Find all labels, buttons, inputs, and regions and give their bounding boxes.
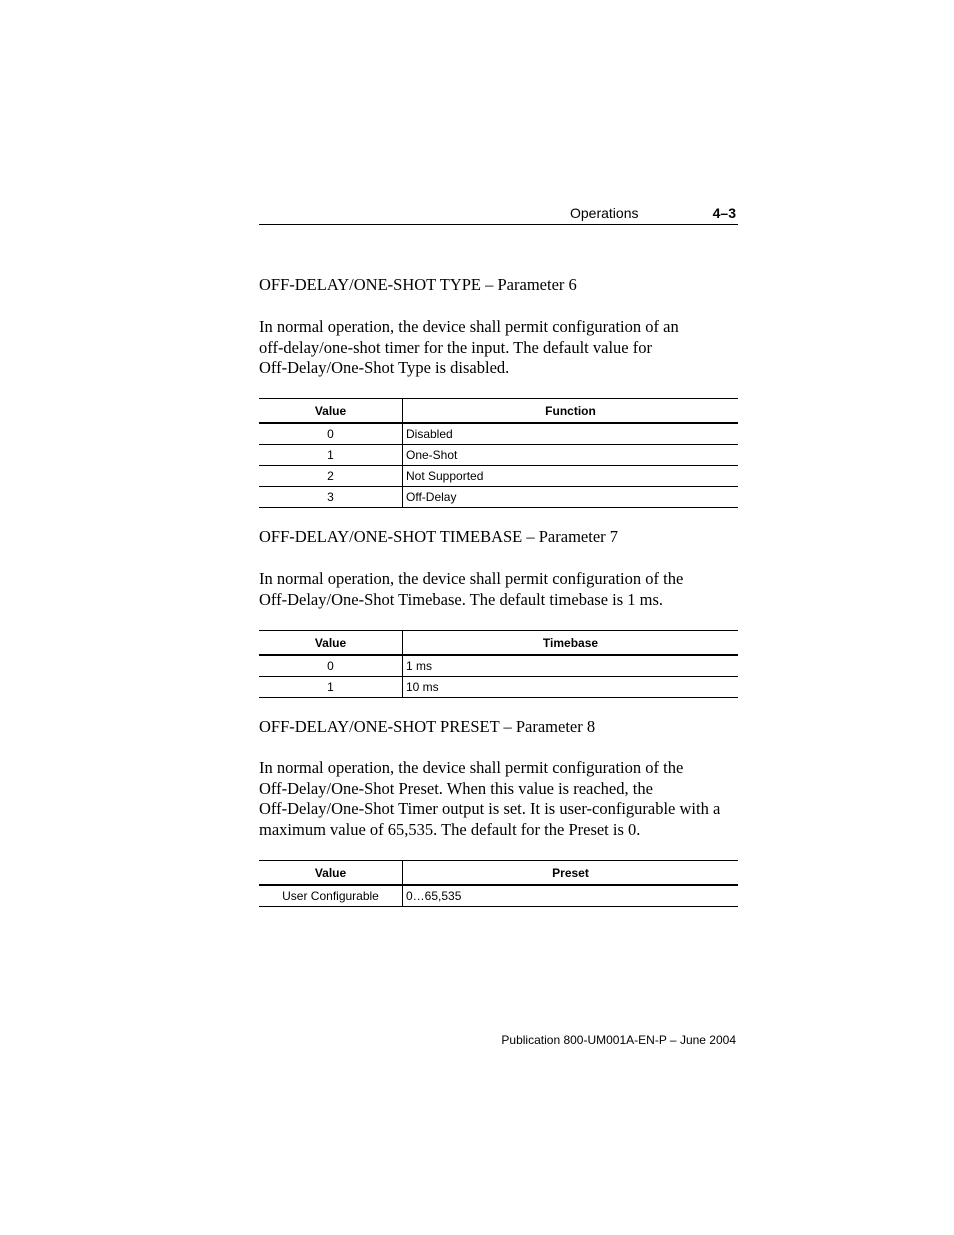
table-row [259,885,738,907]
section-heading-parameter-6: OFF-DELAY/ONE-SHOT TYPE – Parameter 6 [259,275,577,294]
column-header-timebase: Timebase [403,631,739,656]
cell-value: 2 [259,466,403,487]
column-header-preset: Preset [403,861,739,886]
body-line: Off-Delay/One-Shot Timer output is set. It is user-configurable with a [259,799,721,818]
section-body-parameter-8 [259,758,749,840]
cell-value: 1 [259,445,403,466]
cell-function: Not Supported [403,466,739,487]
body-line: In normal operation, the device shall permit configuration of the [259,758,684,777]
header-page-number: 4–3 [712,205,736,221]
column-header-value: Value [259,399,403,424]
body-line: In normal operation, the device shall permit configuration of the [259,569,684,588]
body-line: Off-Delay/One-Shot Preset. When this value is reached, the [259,778,653,798]
section-heading-parameter-8: OFF-DELAY/ONE-SHOT PRESET – Parameter 8 [259,717,596,736]
header-section-title: Operations [570,205,639,221]
cell-value: User Configurable [259,885,403,907]
section-body-parameter-6 [259,317,749,379]
table-parameter-6 [259,398,738,508]
table-row [259,445,738,466]
column-header-value: Value [259,631,403,656]
cell-preset: 0…65,535 [403,885,739,907]
cell-function: Disabled [403,423,739,445]
column-header-function: Function [403,399,739,424]
cell-value: 0 [259,655,403,677]
table-header-row [259,631,738,656]
table-row [259,677,738,698]
section-heading-parameter-7: OFF-DELAY/ONE-SHOT TIMEBASE – Parameter 7 [259,527,619,546]
cell-value: 0 [259,423,403,445]
table-row [259,423,738,445]
body-line: Off-Delay/One-Shot Timebase. The default timebase is 1 ms. [259,589,664,609]
cell-function: One-Shot [403,445,739,466]
publication-footer: Publication 800-UM001A-EN-P – June 2004 [501,1033,736,1047]
page-header [259,203,738,225]
body-line: maximum value of 65,535. The default for the Preset is 0. [259,819,641,839]
table-parameter-8 [259,860,738,907]
column-header-value: Value [259,861,403,886]
cell-timebase: 1 ms [403,655,739,677]
section-body-parameter-7 [259,569,749,610]
table-header-row [259,861,738,886]
table-header-row [259,399,738,424]
body-line: In normal operation, the device shall permit configuration of an [259,317,679,336]
table-parameter-7 [259,630,738,698]
table-row [259,655,738,677]
cell-value: 1 [259,677,403,698]
table-row [259,466,738,487]
table-row [259,487,738,508]
cell-value: 3 [259,487,403,508]
cell-timebase: 10 ms [403,677,739,698]
body-line: Off-Delay/One-Shot Type is disabled. [259,358,510,377]
body-line: off-delay/one-shot timer for the input. The default value for [259,337,652,357]
cell-function: Off-Delay [403,487,739,508]
